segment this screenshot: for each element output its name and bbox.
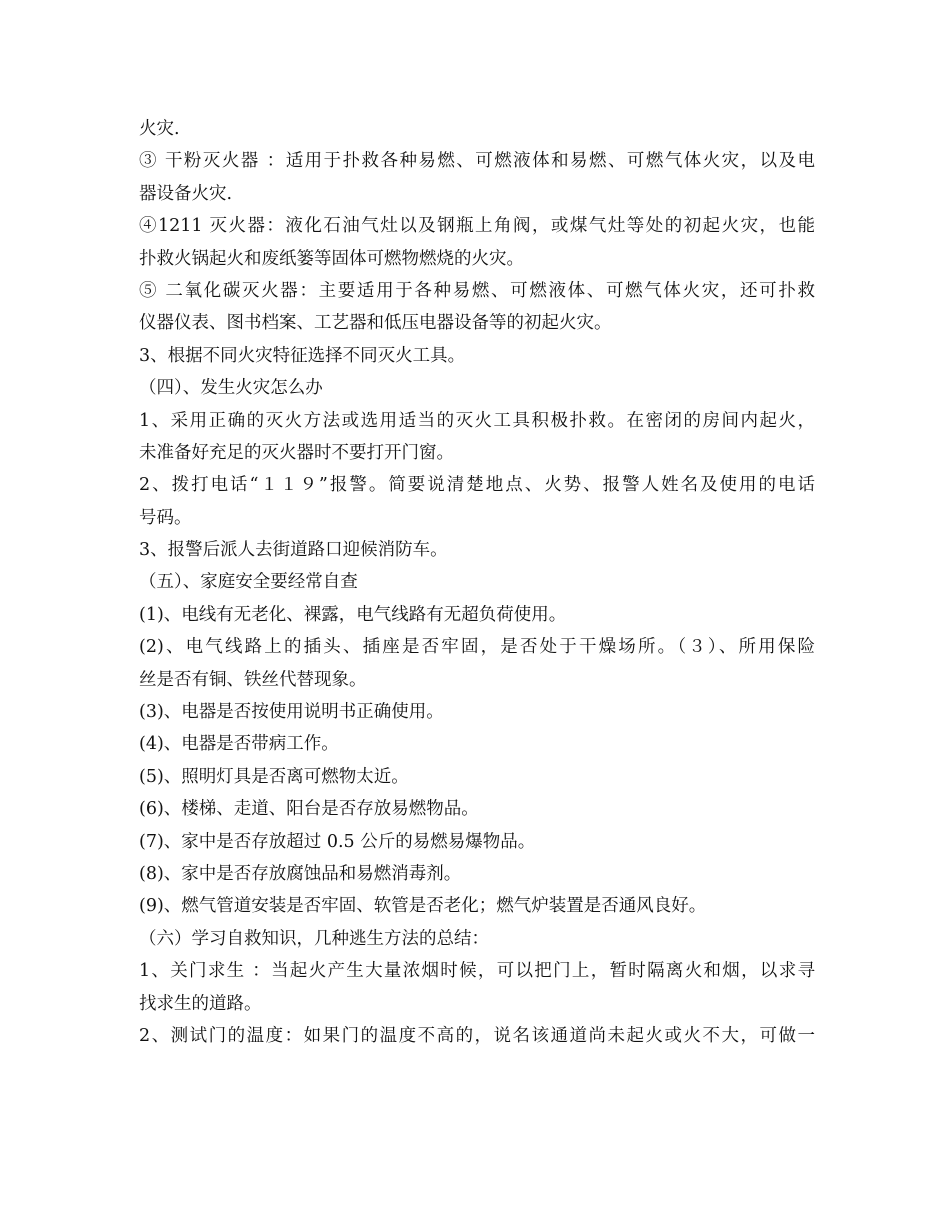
text-line: （五）、家庭安全要经常自查 (139, 572, 358, 593)
text-line: 号码。 (139, 507, 192, 528)
text-line: （四）、发生火灾怎么办 (139, 378, 323, 399)
text-line: 2、拨打电话“１１９”报警。简要说清楚地点、火势、报警人姓名及使用的电话 (139, 475, 815, 496)
text-line: 扑救火锅起火和废纸篓等固体可燃物燃烧的火灾。 (139, 248, 524, 269)
text-line: 1、关门求生 ：当起火产生大量浓烟时候，可以把门上，暂时隔离火和烟，以求寻 (139, 961, 815, 982)
text-line: 找求生的道路。 (139, 993, 262, 1014)
document-body (139, 113, 815, 1052)
text-line: 3、报警后派人去街道路口迎候消防车。 (139, 540, 448, 561)
text-line: ⑤ 二氧化碳灭火器：主要适用于各种易燃、可燃液体、可燃气体火灾，还可扑救 (139, 280, 815, 301)
text-line: ④1211 灭火器：液化石油气灶以及钢瓶上角阀，或煤气灶等处的初起火灾，也能 (139, 216, 815, 237)
text-line: ③ 干粉灭火器 ：适用于扑救各种易燃、可燃液体和易燃、可燃气体火灾，以及电 (139, 151, 815, 172)
text-line: 2、测试门的温度：如果门的温度不高的，说名该通道尚未起火或火不大，可做一 (139, 1025, 815, 1046)
text-line: 仪器仪表、图书档案、工艺器和低压电器设备等的初起火灾。 (139, 313, 612, 334)
text-line: 器设备火灾. (139, 183, 233, 204)
text-line: (3)、电器是否按使用说明书正确使用。 (139, 702, 444, 723)
text-line: (2)、电气线路上的插头、插座是否牢固，是否处于干燥场所。（３）、所用保险 (139, 637, 815, 658)
text-line: 火灾. (139, 119, 180, 139)
text-line: (9)、燃气管道安装是否牢固、软管是否老化；燃气炉装置是否通风良好。 (139, 896, 707, 917)
text-line: (5)、照明灯具是否离可燃物太近。 (139, 766, 409, 787)
text-line: (1)、电线有无老化、裸露，电气线路有无超负荷使用。 (139, 604, 567, 625)
text-line: (8)、家中是否存放腐蚀品和易燃消毒剂。 (139, 863, 462, 884)
text-line: (6)、楼梯、走道、阳台是否存放易燃物品。 (139, 799, 479, 820)
text-line: （六）学习自救知识，几种逃生方法的总结： (139, 928, 489, 949)
text-line: 未准备好充足的灭火器时不要打开门窗。 (139, 442, 454, 463)
text-line: (7)、家中是否存放超过 0.5 公斤的易燃易爆物品。 (139, 831, 536, 852)
text-line: 1、采用正确的灭火方法或选用适当的灭火工具积极扑救。在密闭的房间内起火， (139, 410, 815, 431)
text-line: 丝是否有铜、铁丝代替现象。 (139, 669, 367, 690)
text-line: (4)、电器是否带病工作。 (139, 734, 339, 755)
text-line: 3、根据不同火灾特征选择不同灭火工具。 (139, 345, 466, 366)
